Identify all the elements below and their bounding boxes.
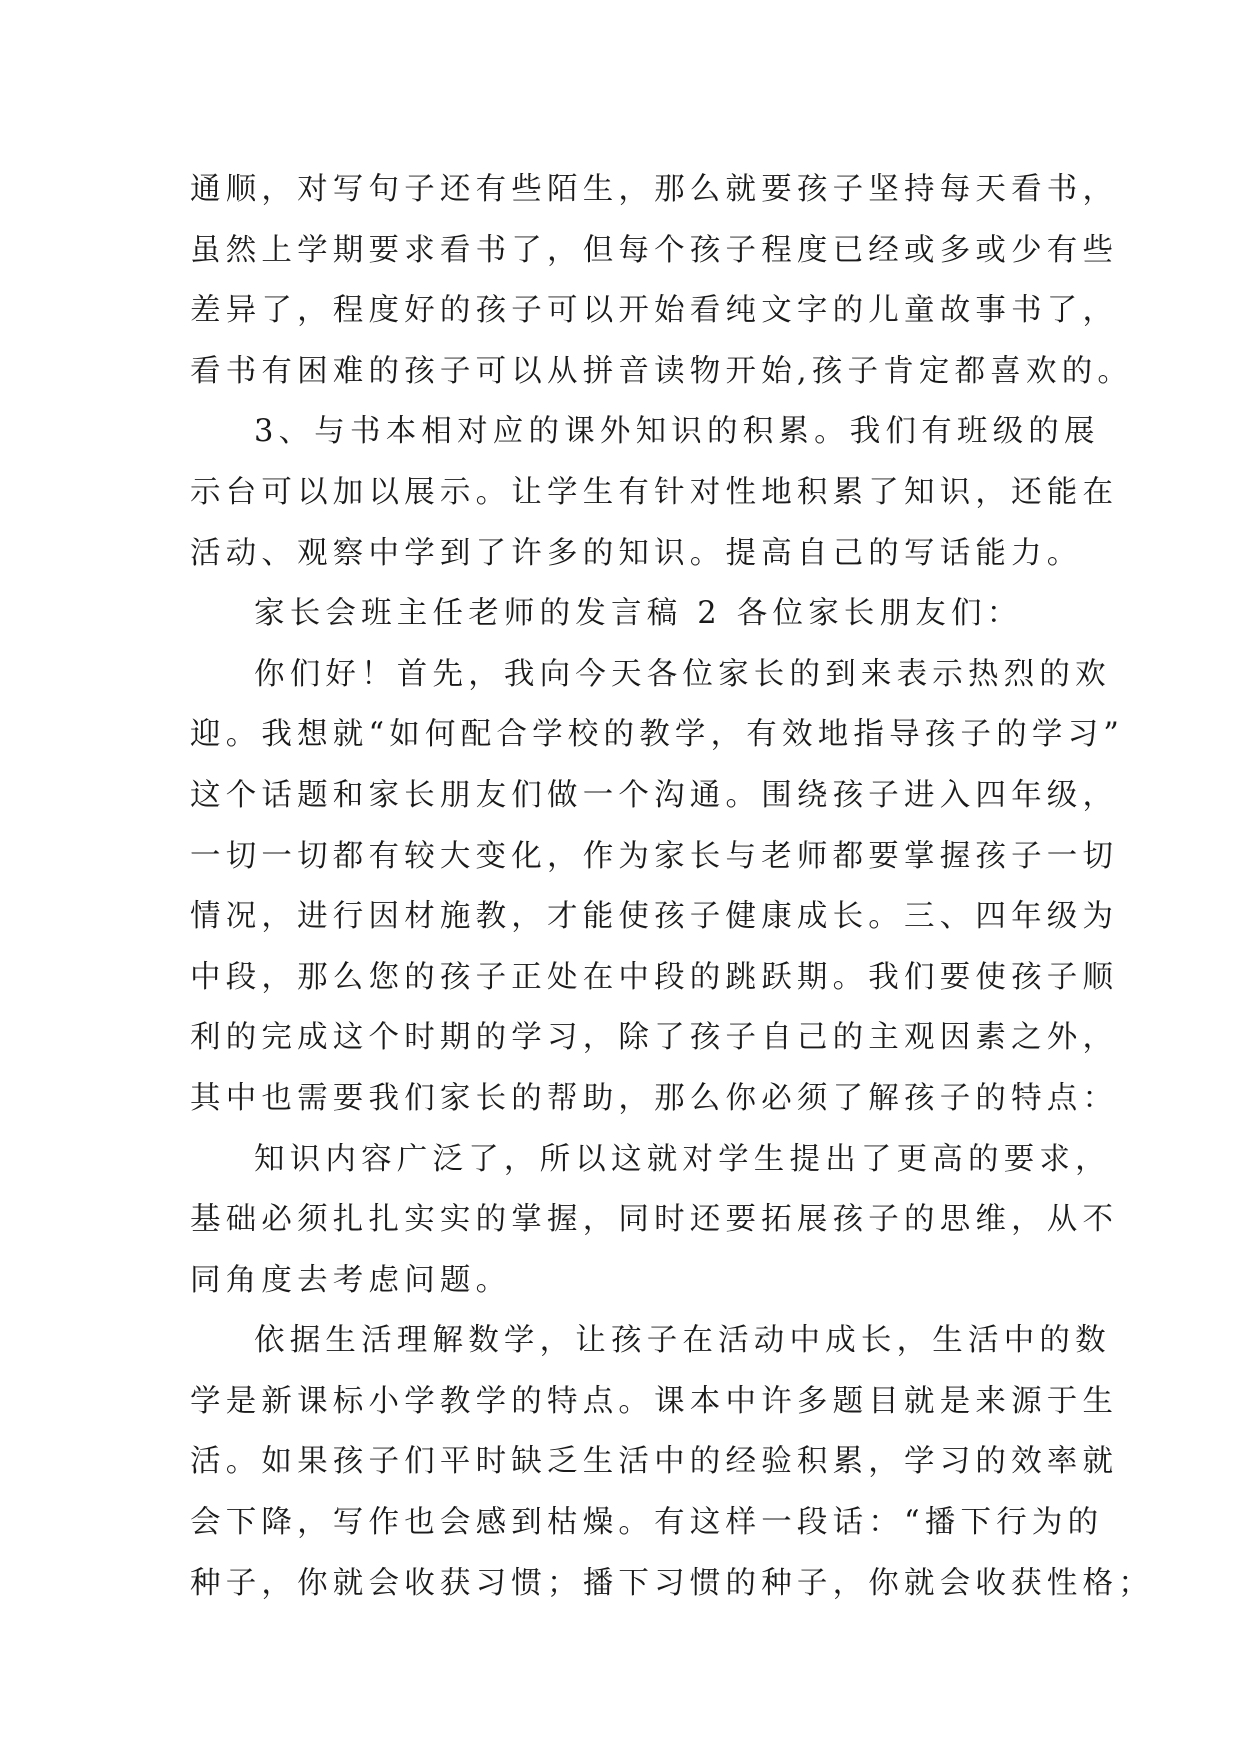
text-line: 看书有困难的孩子可以从拼音读物开始,孩子肯定都喜欢的。 xyxy=(190,353,1134,389)
paragraph-first-line: 家长会班主任老师的发言稿 2 各位家长朋友们： xyxy=(254,596,1023,632)
text-line: 迎。我想就“如何配合学校的教学，有效地指导孩子的学习” xyxy=(190,717,1125,753)
text-line: 活。如果孩子们平时缺乏生活中的经验积累，学习的效率就 xyxy=(190,1444,1119,1480)
paragraph-first-line: 知识内容广泛了，所以这就对学生提出了更高的要求， xyxy=(254,1141,1111,1177)
text-line: 其中也需要我们家长的帮助，那么你必须了解孩子的特点： xyxy=(190,1080,1119,1116)
paragraph-first-line: 依据生活理解数学，让孩子在活动中成长，生活中的数 xyxy=(254,1323,1111,1359)
text-line: 学是新课标小学教学的特点。课本中许多题目就是来源于生 xyxy=(190,1383,1119,1419)
text-line: 示台可以加以展示。让学生有针对性地积累了知识，还能在 xyxy=(190,474,1119,510)
text-line: 中段，那么您的孩子正处在中段的跳跃期。我们要使孩子顺 xyxy=(190,959,1119,995)
text-line: 虽然上学期要求看书了，但每个孩子程度已经或多或少有些 xyxy=(190,232,1119,268)
text-line: 这个话题和家长朋友们做一个沟通。围绕孩子进入四年级， xyxy=(190,777,1119,813)
text-line: 同角度去考虑问题。 xyxy=(190,1262,512,1298)
text-line: 一切一切都有较大变化，作为家长与老师都要掌握孩子一切 xyxy=(190,838,1119,874)
paragraph-first-line: 你们好！首先，我向今天各位家长的到来表示热烈的欢 xyxy=(254,656,1111,692)
text-line: 利的完成这个时期的学习，除了孩子自己的主观因素之外， xyxy=(190,1020,1119,1056)
text-line: 种子，你就会收获习惯；播下习惯的种子，你就会收获性格； xyxy=(190,1565,1154,1601)
text-line: 通顺，对写句子还有些陌生，那么就要孩子坚持每天看书， xyxy=(190,172,1119,207)
text-line: 基础必须扎扎实实的掌握，同时还要拓展孩子的思维，从不 xyxy=(190,1202,1119,1238)
text-line: 活动、观察中学到了许多的知识。提高自己的写话能力。 xyxy=(190,535,1083,571)
text-line: 会下降，写作也会感到枯燥。有这样一段话：“播下行为的 xyxy=(190,1505,1104,1541)
text-line: 差异了，程度好的孩子可以开始看纯文字的儿童故事书了， xyxy=(190,293,1119,329)
paragraph-first-line: 3、与书本相对应的课外知识的积累。我们有班级的展 xyxy=(254,414,1100,450)
document-body xyxy=(190,160,1154,1614)
text-line: 情况，进行因材施教，才能使孩子健康成长。三、四年级为 xyxy=(190,899,1119,935)
